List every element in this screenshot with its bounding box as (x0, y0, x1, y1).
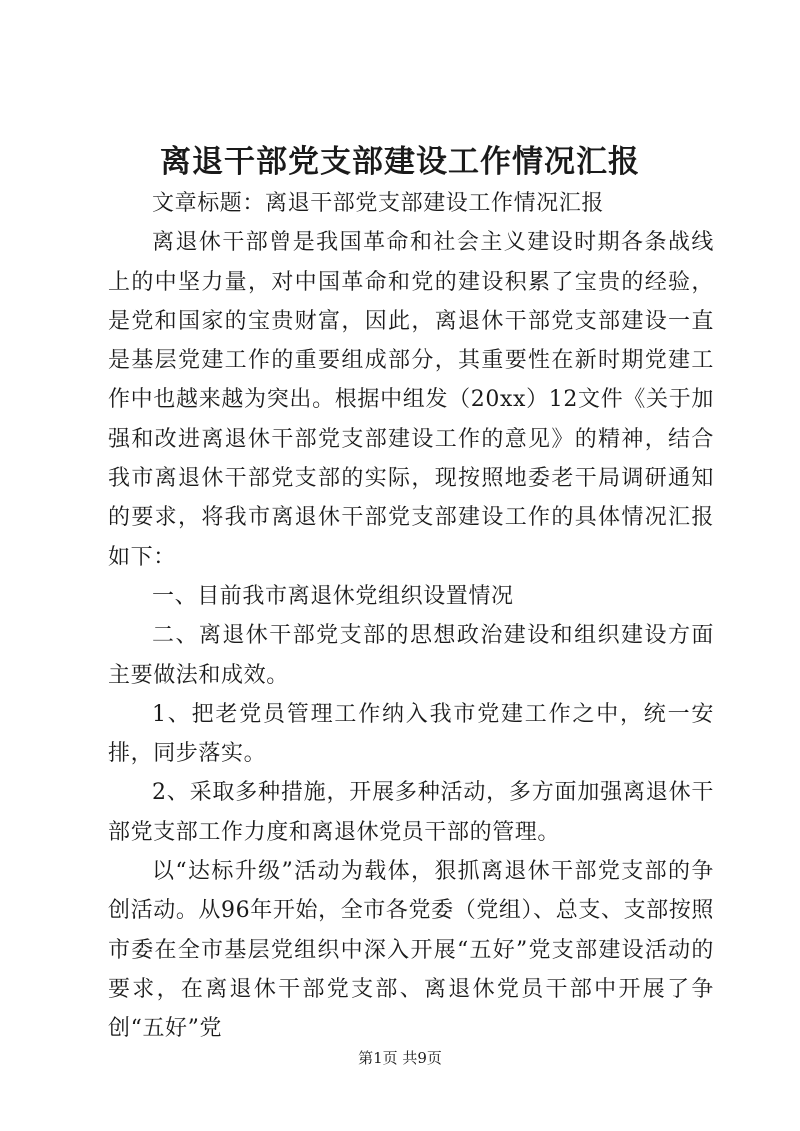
paragraph-article-title: 文章标题：离退干部党支部建设工作情况汇报 (152, 191, 605, 216)
paragraph-section-one-heading: 一、目前我市离退休党组织设置情况 (152, 583, 514, 609)
paragraph-section-two-heading: 二、离退休干部党支部的思想政治建设和组织建设方面主要做法和成效。 (108, 623, 714, 688)
paragraph-item-one: 1、把老党员管理工作纳入我市党建工作之中，统一安排，同步落实。 (108, 701, 714, 767)
document-title: 离退干部党支部建设工作情况汇报 (160, 144, 640, 180)
document-body (108, 184, 714, 1049)
paragraph-activity: 以“达标升级”活动为载体，狠抓离退休干部党支部的争创活动。从96年开始，全市各党委（党组）、总支、支部按照市委在全市基层党组织中深入开展“五好”党支部建设活动的要求，在离退休干部党支部、离退休党员干部中开展了争创“五好”党 (108, 859, 714, 1042)
paragraph-intro: 离退休干部曾是我国革命和社会主义建设时期各条战线上的中坚力量，对中国革命和党的建设积累了宝贵的经验，是党和国家的宝贵财富，因此，离退休干部党支部建设一直是基层党建工作的重要组成部分，其重要性在新时期党建工作中也越来越为突出。根据中组发（20xx）12文件《关于加强和改进离退休干部党支部建设工作的意见》的精神，结合我市离退休干部党支部的实际，现按照地委老干局调研通知的要求，将我市离退休干部党支部建设工作的具体情况汇报如下： (108, 230, 714, 570)
page-footer: 第1页 共9页 (358, 1049, 442, 1067)
paragraph-item-two: 2、采取多种措施，开展多种活动，多方面加强离退休干部党支部工作力度和离退休党员干部的管理。 (108, 780, 714, 845)
